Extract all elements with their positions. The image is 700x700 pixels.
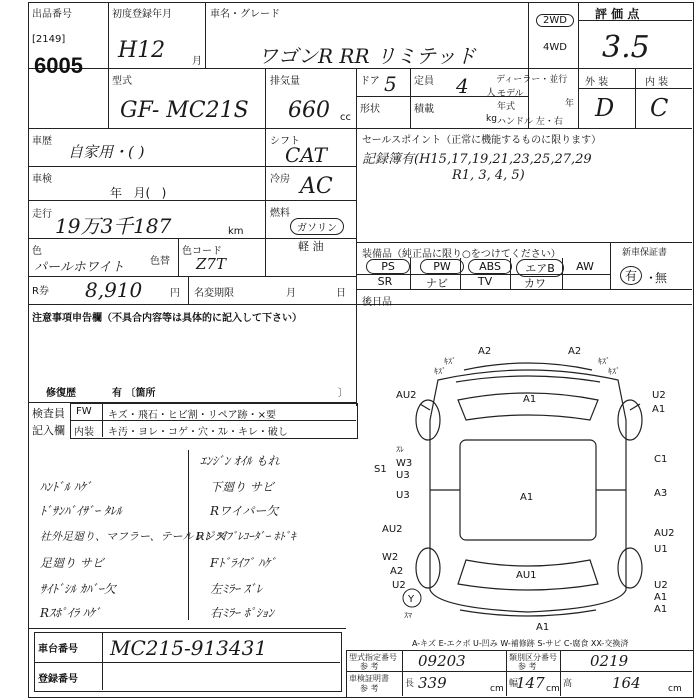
type-no-value: 09203 xyxy=(418,652,466,670)
wheel-rr xyxy=(618,548,642,588)
car-diagram xyxy=(368,340,692,640)
remark-1: ﾄﾞｻﾝﾊﾞｲｻﾞｰ ﾀﾚﾙ xyxy=(40,504,122,518)
mileage-value: 19万3千187 xyxy=(55,214,172,238)
mark-17: AU2 xyxy=(382,524,403,535)
equip-warranty-split xyxy=(610,242,611,289)
row2-div-b xyxy=(356,68,357,128)
row7-bottom xyxy=(28,304,692,305)
shape-label: 形状 xyxy=(360,104,380,115)
warranty-label: 新車保証書 xyxy=(622,248,668,258)
height-label: 高 xyxy=(563,679,573,689)
recycle-value: 8,910 xyxy=(85,278,143,302)
wheel-rl xyxy=(416,548,440,588)
model-year-label: モデル年式 xyxy=(497,89,524,112)
chassis-top xyxy=(28,628,346,629)
spec-div-1 xyxy=(402,650,403,696)
equip-row-line xyxy=(356,274,610,275)
color-div xyxy=(178,238,179,276)
equip-tv: TV xyxy=(477,275,493,288)
interior-value: C xyxy=(650,94,669,122)
mark-22: A2 xyxy=(390,566,404,577)
car-name-label: 車名・グレード xyxy=(210,9,280,20)
diagram-legend: A-キズ E-エクボ U-凹み W-補修跡 S-サビ C-腐食 XX-交換済 xyxy=(412,639,629,648)
remark-10: Fﾄﾞﾗｲﾌﾞ ﾊｹﾞ xyxy=(210,556,277,570)
mark-16: A3 xyxy=(654,488,668,499)
mark-11: W3 xyxy=(396,458,413,469)
equip-col-1 xyxy=(410,258,411,289)
model-value: GF- MC21S xyxy=(120,98,249,123)
mark-19: AU2 xyxy=(654,528,675,539)
history-value: 自家用・( ) xyxy=(68,143,145,161)
doors-label: ドア xyxy=(360,76,380,87)
seats-value: 4 xyxy=(456,74,469,98)
mark-29: Y xyxy=(408,594,415,605)
exterior-value: D xyxy=(595,94,615,122)
spec-div-3 xyxy=(560,650,561,696)
fuel-gasoline: ガソリン xyxy=(290,218,344,235)
displacement-value: 660 xyxy=(288,98,330,123)
row1-div-a xyxy=(108,2,109,128)
remark-11: 左ﾐﾗｰ ｽﾞﾚ xyxy=(210,582,262,596)
mark-23: U2 xyxy=(392,580,406,591)
inspector-line2: キ汚・ヨレ・コゲ・穴・ｽﾚ・キレ・破し xyxy=(108,427,288,438)
height-value: 164 xyxy=(612,674,641,692)
mark-25: A1 xyxy=(654,592,668,603)
width-unit: cm xyxy=(546,684,560,694)
seats-unit: 人 xyxy=(486,88,496,99)
length-name: 長 xyxy=(405,679,415,689)
class-value: 0219 xyxy=(590,652,629,670)
mark-10: ｽﾚ xyxy=(396,445,404,454)
class-sub: 参 考 xyxy=(518,662,537,671)
equip-pw: PW xyxy=(420,259,464,274)
row2-bottom xyxy=(28,128,692,129)
repair-label: 修復歴 xyxy=(46,388,76,399)
mark-24: U2 xyxy=(654,580,668,591)
mark-26: A1 xyxy=(654,604,668,615)
fuel-diesel: 軽 油 xyxy=(298,240,324,253)
ac-value: AC xyxy=(300,174,333,199)
selling-points-line1: 記録簿有(H15,17,19,21,23,25,27,29 xyxy=(362,152,592,167)
mark-20: U1 xyxy=(654,544,668,555)
color-change-label: 色替 xyxy=(150,256,170,267)
remark-2: 社外足廻り、マフラー、テールレンズ xyxy=(40,530,226,543)
warranty-dot: ・ xyxy=(645,271,658,285)
shift-value: CAT xyxy=(285,143,327,167)
recycle-div xyxy=(188,276,189,304)
ac-divider xyxy=(265,200,356,201)
remark-7: 下廻り サビ xyxy=(210,480,274,494)
length-cert-sub: 参 考 xyxy=(360,684,379,693)
repair-value: 有 〔箇所 xyxy=(112,388,156,399)
remark-0: ﾊﾝﾄﾞﾙ ﾊｹﾞ xyxy=(40,480,92,494)
mark-9: A1 xyxy=(652,404,666,415)
width-label: 幅 xyxy=(509,679,519,689)
car-hood xyxy=(456,376,600,382)
recycle-label: R券 xyxy=(32,286,49,297)
mark-5: ｷｽﾞ xyxy=(608,367,620,376)
seats-label: 定員 xyxy=(414,76,434,87)
inspector-label2: 記入欄 xyxy=(32,424,65,437)
remark-9: Rﾄﾞﾗｲﾌﾞﾚｺｰﾀﾞｰ ﾎﾄﾞｷ xyxy=(196,530,296,543)
equipment-row2 xyxy=(356,274,610,290)
equipment-label: 装備品（純正品に限り○をつけてください） xyxy=(362,249,561,260)
length-value: 339 xyxy=(418,674,447,692)
equip-top xyxy=(356,242,692,243)
load-unit: kg xyxy=(486,114,497,124)
mark-14: U3 xyxy=(396,490,410,501)
left-col-split xyxy=(265,128,266,276)
length-cert-label: 車検証明書 xyxy=(349,674,389,683)
mark-12: U3 xyxy=(396,470,410,481)
chassis-mid xyxy=(34,662,340,663)
repair-close: 〕 xyxy=(338,388,348,399)
row1-div-b xyxy=(205,2,206,68)
equip-col-4 xyxy=(562,258,563,289)
remark-8: Rワイパー欠 xyxy=(210,504,279,518)
mark-3: ｷｽﾞ xyxy=(434,367,446,376)
spec-div-2 xyxy=(506,650,507,696)
first-reg-value: H12 xyxy=(118,38,166,63)
fuel-label: 燃料 xyxy=(270,208,290,219)
chassis-div xyxy=(102,632,103,690)
mileage-unit: km xyxy=(228,226,244,237)
ownership-month: 月 xyxy=(286,288,296,299)
selling-points-line2: R1, 3, 4, 5) xyxy=(452,168,525,183)
inspector-div xyxy=(102,403,103,437)
mileage-label: 走行 xyxy=(32,209,52,220)
type-no-sub: 参 考 xyxy=(360,662,379,671)
equip-airbag: エアB xyxy=(516,259,564,277)
lot-number: 6005 xyxy=(34,53,83,78)
remark-6: ｴﾝｼﾞﾝ ｵｲﾙ もれ xyxy=(200,454,280,468)
equip-abs: ABS xyxy=(468,259,512,274)
score-divider xyxy=(578,20,692,21)
type-no-label: 型式指定番号 xyxy=(349,653,397,662)
inspector-interior: 内装 xyxy=(74,427,94,438)
mark-0: A2 xyxy=(478,346,492,357)
car-roof xyxy=(460,440,596,540)
first-reg-month: 月 xyxy=(192,56,202,67)
remark-4: ｻｲﾄﾞｼﾙ ｶﾊﾞｰ欠 xyxy=(40,582,116,596)
height-unit: cm xyxy=(668,684,682,694)
row2-div-d xyxy=(635,68,636,128)
score-value: 3.5 xyxy=(602,30,650,65)
rear-seat-label: 後日品 xyxy=(362,297,392,308)
equip-navi: ナビ xyxy=(426,277,448,290)
inspection-label: 車検 xyxy=(32,174,52,185)
length-unit: cm xyxy=(490,684,504,694)
load-label: 積載 xyxy=(414,104,434,115)
ownership-day: 日 xyxy=(336,288,346,299)
recycle-unit: 円 xyxy=(170,288,180,299)
remark-5: Rｽﾎﾟｲﾗ ﾊｹﾞ xyxy=(40,606,101,620)
interior-label: 内 装 xyxy=(645,77,669,88)
inspector-fw: FW xyxy=(76,406,92,417)
mark-27: A1 xyxy=(536,622,550,633)
equipment-row1 xyxy=(356,258,610,274)
row2-div-c xyxy=(410,68,411,128)
row2-div-a xyxy=(265,68,266,128)
chassis-label: 車台番号 xyxy=(38,644,78,655)
mark-7: AU2 xyxy=(396,390,417,401)
remark-3: 足廻り サビ xyxy=(40,556,104,570)
displacement-unit: cc xyxy=(340,112,351,123)
mirror-l xyxy=(420,404,430,410)
color-code-value: Z7T xyxy=(196,255,226,273)
drive-4wd: 4WD xyxy=(543,42,567,53)
equip-col-2 xyxy=(460,258,461,289)
mark-15: C1 xyxy=(654,454,668,465)
equip-leather: カワ xyxy=(524,277,546,290)
mark-1: A2 xyxy=(568,346,582,357)
drive-2wd: 2WD xyxy=(536,14,574,27)
equip-ps: PS xyxy=(366,259,410,274)
exterior-label: 外 装 xyxy=(585,77,609,88)
history-label: 車歴 xyxy=(32,136,52,147)
wheel-fl xyxy=(416,400,440,440)
inspector-line1: キズ・飛石・ヒビ割・リペア跡・×要 xyxy=(108,410,276,421)
lot-code: [2149] xyxy=(32,34,66,45)
warranty-no: 無 xyxy=(655,271,668,285)
model-label: 型式 xyxy=(112,76,132,87)
year-unit: 年 xyxy=(565,99,575,109)
reg-label: 登録番号 xyxy=(38,674,78,685)
car-name-value: ワゴンR RR リミテッド xyxy=(258,44,476,68)
mark-4: ｷｽﾞ xyxy=(598,357,610,366)
equip-sr: SR xyxy=(377,275,393,288)
remark-12: 右ﾐﾗｰ ﾎﾟｼｮﾝ xyxy=(210,606,274,620)
chassis-value: MC215-913431 xyxy=(110,636,268,660)
dealer-label: ディーラー・並行 xyxy=(496,75,568,85)
color-label: 色 xyxy=(32,246,42,257)
score-label: 評 価 点 xyxy=(595,7,640,21)
handle-label: ハンドル 左・右 xyxy=(497,117,563,127)
equip-aw: AW xyxy=(576,260,594,273)
inspection-value: 年 月( ) xyxy=(110,186,167,200)
mark-13: S1 xyxy=(374,464,387,475)
color-value: パールホワイト xyxy=(34,260,125,275)
mark-6: A1 xyxy=(523,394,537,405)
mark-21: AU1 xyxy=(516,570,537,581)
width-value: 147 xyxy=(516,674,545,692)
mark-8: U2 xyxy=(652,390,666,401)
inspector-label1: 検査員 xyxy=(32,407,65,420)
ownership-label: 名変期限 xyxy=(194,288,234,299)
ac-label: 冷房 xyxy=(270,174,290,185)
shift-label: シフト xyxy=(270,136,300,147)
mark-18: W2 xyxy=(382,552,399,563)
front-bumper xyxy=(464,363,592,370)
row1-div-c xyxy=(528,2,529,128)
first-reg-label: 初度登録年月 xyxy=(112,9,172,20)
rear-bumper xyxy=(460,610,596,616)
wheel-fr xyxy=(618,400,642,440)
doors-value: 5 xyxy=(384,72,397,96)
notes-label: 注意事項申告欄（不具合内容等は具体的に記入して下さい） xyxy=(32,313,302,324)
equip-col-3 xyxy=(510,258,511,289)
mark-30: ｽﾏ xyxy=(404,611,412,620)
mark-28: A1 xyxy=(520,492,534,503)
displacement-label: 排気量 xyxy=(270,76,300,87)
warranty-yes: 有 xyxy=(620,266,642,285)
color-code-label: 色コード xyxy=(182,246,222,257)
selling-points-label: セールスポイント（正常に機能するものに限ります） xyxy=(362,135,602,146)
lot-label: 出品番号 xyxy=(32,9,72,20)
class-label: 類別区分番号 xyxy=(509,653,557,662)
row2-mid-r xyxy=(578,88,692,89)
mark-2: ｷｽﾞ xyxy=(444,357,456,366)
row6-bottom xyxy=(28,276,356,277)
